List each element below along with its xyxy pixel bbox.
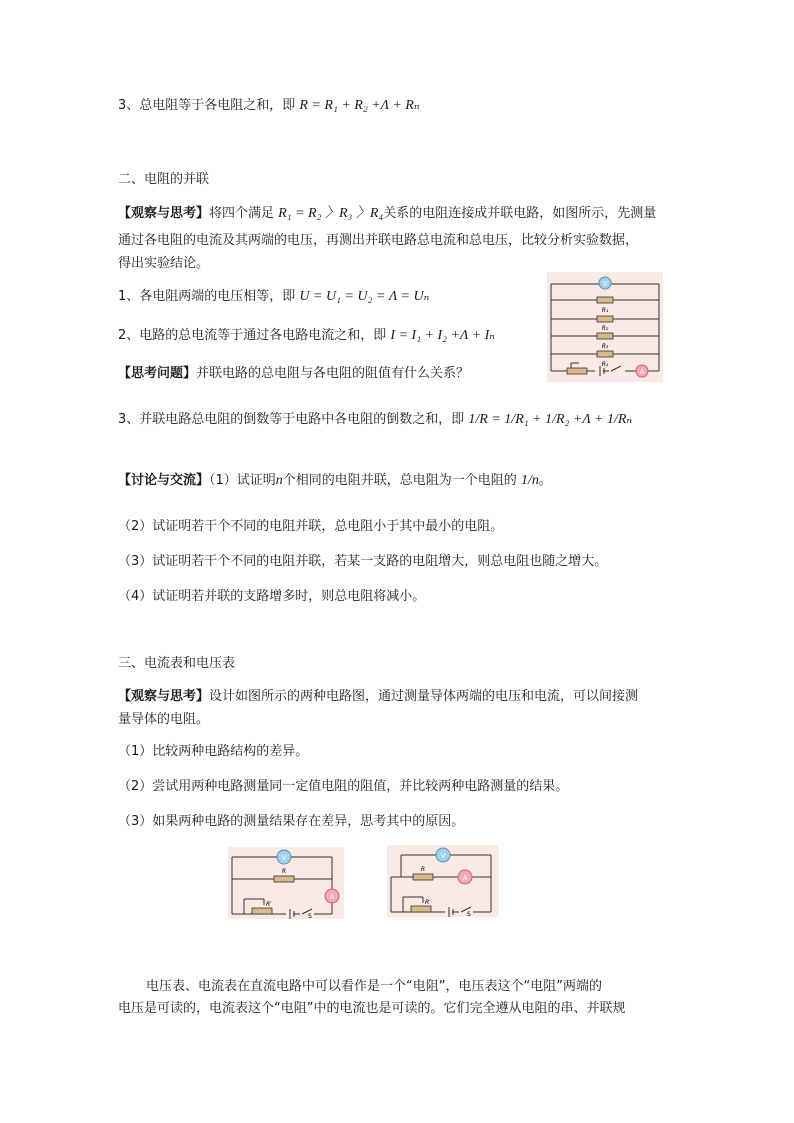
observation-2-item-2: （2）尝试用两种电路测量同一定值电阻的阻值，并比较两种电路测量的结果。 [118, 779, 569, 794]
observation-1-line-2: 通过各电阻的电流及其两端的电压，再测出并联电路总电流和总电压，比较分析实验数据， [118, 233, 639, 248]
circuit-diagram-right [387, 845, 499, 917]
discussion-text-end: 。 [538, 473, 552, 488]
resistor-icon [413, 874, 433, 880]
ammeter-label: A [639, 368, 645, 376]
resistor-label-r2: R₂ [601, 325, 609, 332]
parallel-resistance-formula: 1/R = 1/R₁ + 1/R₂ +Λ + 1/Rₙ [468, 412, 633, 427]
parallel-voltage-formula: U = U₁ = U₂ = Λ = Uₙ [299, 289, 430, 304]
discussion-tag: 【讨论与交流】 [118, 473, 210, 488]
parallel-rule-3 [118, 402, 632, 438]
observation-2-line-1 [118, 688, 638, 706]
discussion-text: 个相同的电阻并联，总电阻为一个电阻的 [282, 473, 517, 488]
observation-1-line-3: 得出实验结论。 [118, 256, 210, 271]
rheostat-label: R′ [266, 901, 272, 908]
resistor-label-r3: R₃ [601, 343, 609, 350]
switch-label: S [467, 911, 471, 917]
circuit-diagram-left [228, 847, 344, 919]
think-tag: 【思考问题】 [118, 366, 197, 381]
rheostat-icon [567, 368, 587, 374]
parallel-rule-2-text: 2、电路的总电流等于通过各电路电流之和，即 [118, 328, 387, 343]
think-text: 并联电路的总电阻与各电阻的阻值有什么关系？ [196, 366, 470, 381]
series-rule-3-text: 3、总电阻等于各电阻之和，即 [118, 98, 296, 113]
resistor-r4 [597, 351, 613, 357]
closing-paragraph-line-1: 电压表、电流表在直流电路中可以看作是一个“电阻”，电压表这个“电阻”两端的 [146, 979, 602, 994]
discussion-item-4: （4）试证明若并联的支路增多时，则总电阻将减小。 [118, 589, 426, 604]
observation-2-item-3: （3）如果两种电路的测量结果存在差异，思考其中的原因。 [118, 814, 465, 829]
resistor-label: R [420, 866, 426, 873]
observation-2-item-1: （1）比较两种电路结构的差异。 [118, 744, 309, 759]
discussion-item-2: （2）试证明若干个不同的电阻并联，总电阻小于其中最小的电阻。 [118, 519, 504, 534]
parallel-rule-1 [118, 288, 429, 306]
voltmeter-label: V [440, 852, 446, 860]
parallel-rule-3-text: 3、并联电路总电阻的倒数等于电路中各电阻的倒数之和，即 [118, 412, 465, 427]
series-resistance-formula: R = R₁ + R₂ +Λ + Rₙ [299, 98, 420, 113]
resistor-condition: R₁ = R₂ 〉R₃ 〉R₄ [278, 206, 384, 221]
parallel-current-formula: I = I₁ + I₂ +Λ + Iₙ [390, 328, 495, 343]
observation-2-line-2: 量导体的电阻。 [118, 712, 210, 727]
parallel-circuit-diagram [547, 272, 663, 382]
rheostat-icon [252, 908, 272, 914]
variable-n: n [275, 473, 283, 488]
discussion-item-1 [118, 466, 552, 496]
fraction-one-over-n: 1/n [520, 473, 539, 488]
observation-tag: 【观察与思考】 [118, 206, 210, 221]
observation-text: 设计如图所示的两种电路图，通过测量导体两端的电压和电流，可以间接测 [209, 689, 639, 704]
observation-text: 关系的电阻连接成并联电路，如图所示，先测量 [383, 206, 657, 221]
rheostat-label: R′ [425, 899, 431, 906]
observation-1-line-1 [118, 205, 656, 223]
resistor-label: R [281, 868, 287, 875]
section-3-title: 三、电流表和电压表 [118, 656, 236, 671]
resistor-icon [274, 876, 294, 882]
parallel-rule-2 [118, 327, 495, 345]
observation-tag: 【观察与思考】 [118, 689, 210, 704]
closing-paragraph-line-2: 电压是可读的，电流表这个“电阻”中的电流也是可读的。它们完全遵从电阻的串、并联规 [118, 1001, 626, 1016]
circuit-figure-external-ammeter [228, 847, 344, 919]
switch-label: S [308, 913, 312, 919]
parallel-circuit-figure [547, 272, 663, 382]
ammeter-label: A [462, 874, 468, 882]
resistor-r3 [597, 333, 613, 339]
section-2-title: 二、电阻的并联 [118, 172, 210, 187]
ammeter-label: A [329, 893, 335, 901]
parallel-rule-1-text: 1、各电阻两端的电压相等，即 [118, 289, 296, 304]
think-question [118, 365, 469, 383]
voltmeter-label: V [602, 280, 608, 288]
discussion-text: （1）试证明 [209, 473, 276, 488]
resistor-label-r4: R₄ [601, 361, 609, 368]
observation-text: 将四个满足 [209, 206, 275, 221]
discussion-item-3: （3）试证明若干个不同的电阻并联，若某一支路的电阻增大，则总电阻也随之增大。 [118, 554, 608, 569]
resistor-r1 [597, 297, 613, 303]
resistor-label-r1: R₁ [601, 307, 609, 314]
voltmeter-label: V [281, 854, 287, 862]
series-rule-3 [118, 97, 420, 115]
rheostat-icon [411, 906, 431, 912]
circuit-figure-internal-ammeter [387, 845, 499, 917]
resistor-r2 [597, 316, 613, 322]
